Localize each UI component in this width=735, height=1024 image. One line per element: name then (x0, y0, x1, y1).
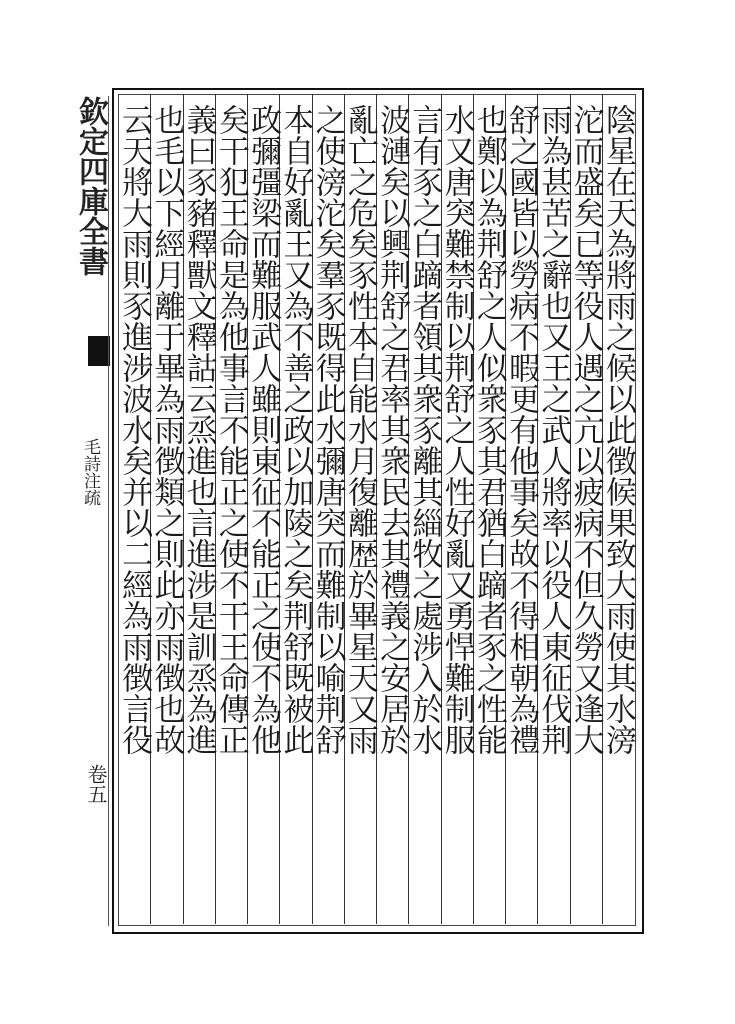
fishtail-mark (88, 336, 110, 366)
text-column: 之使滂沱矣羣豕既得此水彌唐突而難制以喻荆舒 (309, 104, 346, 755)
text-column: 雨為甚苦之辭也又王之武人將率以役人東征伐荆 (535, 104, 572, 755)
text-column: 陰星在天為將雨之候以此徴候果致大雨使其水滂 (599, 104, 636, 755)
spine-title: 欽定四庫全書 (73, 96, 108, 276)
text-column: 亂亡之危矣豕性本自能水月復離歴於畢星天又雨 (341, 104, 378, 755)
text-column: 云天將大雨則豕進涉波水矣并以二經為雨徴言役 (116, 104, 153, 755)
text-column: 矣干犯王命是為他事言不能正之使不干王命傳正 (212, 104, 249, 755)
text-column: 言有豕之白蹢者領其衆豕離其緇牧之處涉入於水 (406, 104, 443, 755)
text-column: 也毛以下經月離于畢為雨徴類之則此亦雨徴也故 (148, 104, 185, 755)
page-number: 卷五 (84, 764, 108, 804)
text-column: 政彌彊梁而難服武人雖則東征不能正之使不為他 (245, 104, 282, 755)
text-column: 也鄭以為荆舒之人似衆豕其君猶白蹢者豕之性能 (470, 104, 507, 755)
text-column: 水又唐突難禁制以荆舒之人性好亂又勇悍難制服 (438, 104, 475, 755)
book-title: 毛詩注疏 (80, 438, 100, 506)
text-column: 沱而盛矣已等役人遇之亢以疲病不但久勞又逢大 (567, 104, 604, 755)
text-column: 波漣矣以興荆舒之君率其衆民去其禮義之安居於 (374, 104, 411, 755)
text-column: 舒之國皆以勞病不暇更有他事矣故不得相朝為禮 (503, 104, 540, 755)
spine-rule (108, 96, 109, 926)
text-column: 本自好亂王又為不善之政以加陵之矣荆舒既被此 (277, 104, 314, 755)
text-column: 義曰豕豬釋獸文釋詁云烝進也言進涉是訓烝為進 (180, 104, 217, 755)
